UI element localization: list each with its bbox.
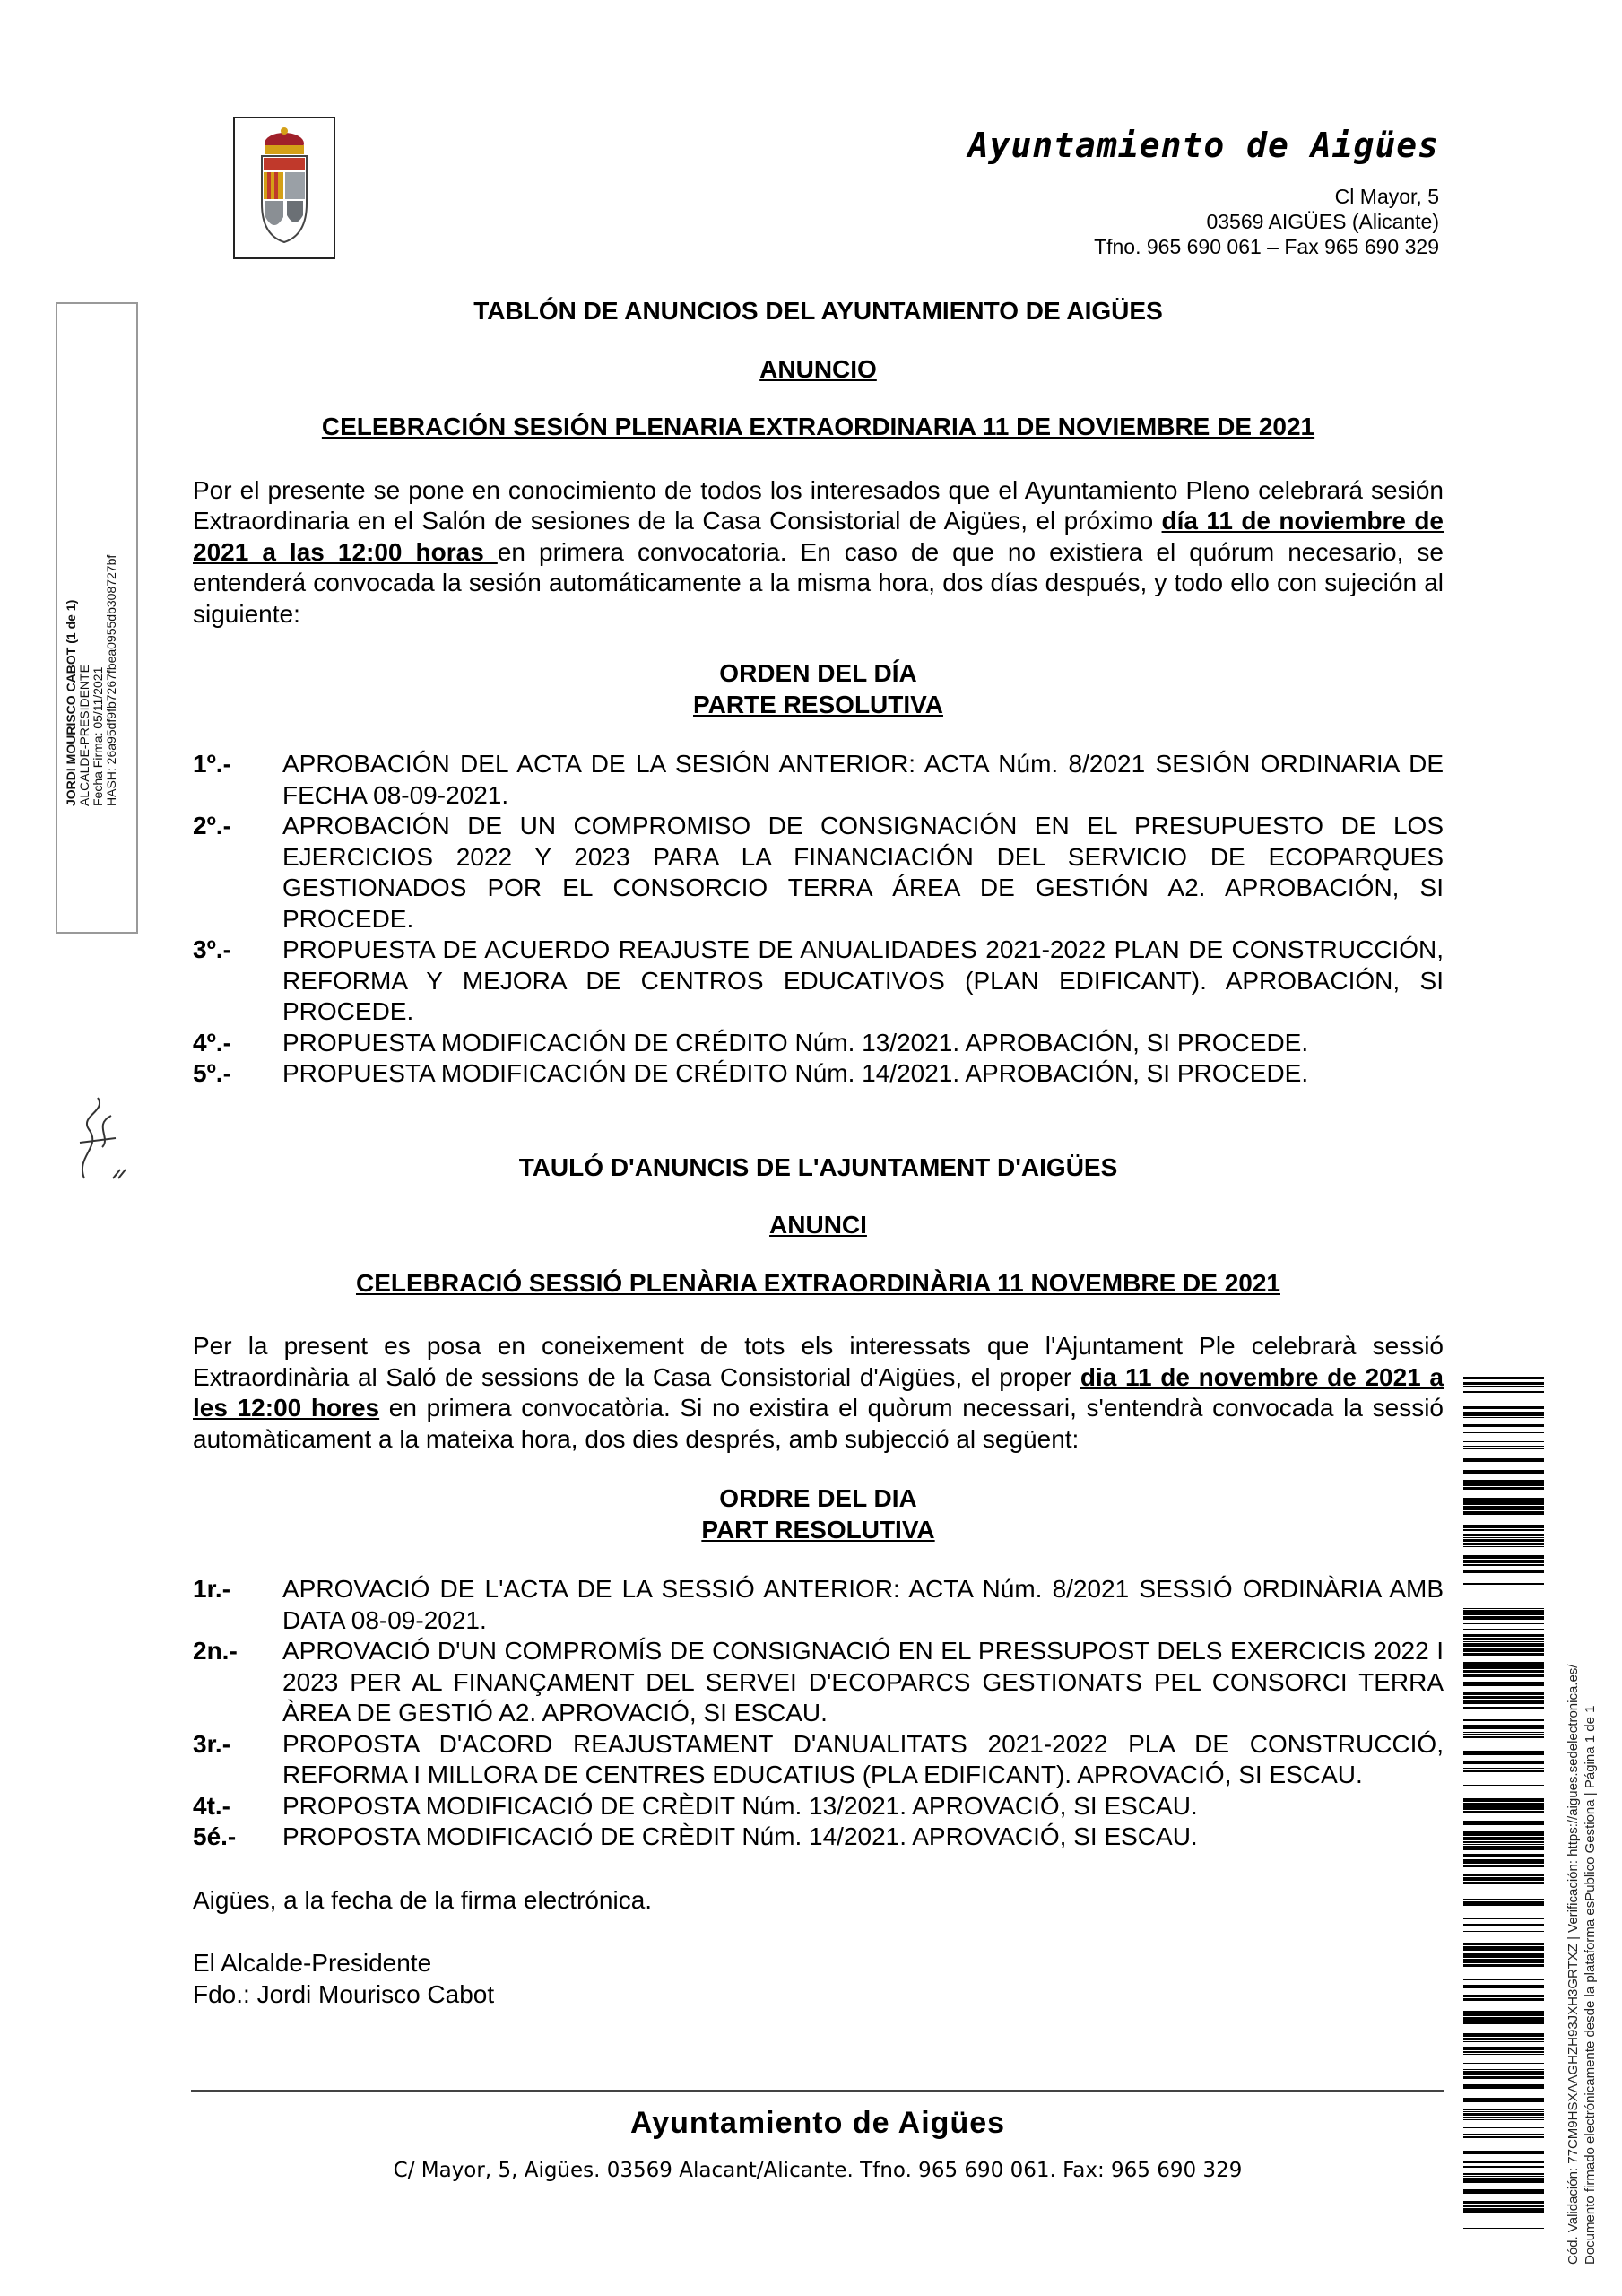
barcode-bar <box>1463 2033 1544 2037</box>
barcode-bar <box>1463 1682 1544 1686</box>
barcode-bar <box>1463 2208 1544 2213</box>
barcode-bar <box>1463 1382 1544 1385</box>
validation-platform-line: Documento firmado electrónicamente desde la plataforma esPublico Gestiona | Página 1 de 1 <box>1583 1705 1598 2265</box>
intro-text-es-cont: en primera convocatoria. En caso de que no existiera el quórum necesario, se entenderá convocada la sesión automáticamente a la misma hora, dos días después, y todo ello con sujeción al siguiente: <box>193 537 1444 628</box>
barcode-bar <box>1463 1805 1544 1810</box>
barcode-bar <box>1463 1696 1544 1699</box>
barcode-bar <box>1463 1608 1544 1609</box>
barcode-bar <box>1463 1564 1544 1566</box>
barcode-bar <box>1463 2173 1544 2175</box>
agenda-title-va: ORDRE DEL DIA <box>719 1484 917 1512</box>
barcode-bar <box>1463 1386 1544 1387</box>
header-phone-line: Tfno. 965 690 061 – Fax 965 690 329 <box>1094 235 1439 258</box>
board-title-va: TAULÓ D'ANUNCIS DE L'AJUNTAMENT D'AIGÜES <box>518 1152 1118 1181</box>
agenda-item <box>193 1729 1444 1791</box>
agenda-item-text: PROPUESTA MODIFICACIÓN DE CRÉDITO Núm. 14/2021. APROBACIÓN, SI PROCEDE. <box>282 1059 1309 1087</box>
intro-paragraph-es <box>193 475 1444 631</box>
barcode-bar <box>1463 2074 1544 2075</box>
barcode-bar <box>1463 1882 1544 1884</box>
barcode-bar <box>1463 1899 1544 1900</box>
agenda-list-es <box>193 749 1444 1090</box>
announcement-heading-va: ANUNCI <box>769 1211 867 1239</box>
barcode-bar <box>1463 1811 1544 1813</box>
agenda-list-va <box>193 1574 1444 1853</box>
barcode-bar <box>1463 2119 1544 2120</box>
barcode-bar <box>1463 2069 1544 2070</box>
agenda-item-number: 5é.- <box>193 1822 237 1850</box>
footer-divider <box>191 2090 1444 2092</box>
barcode-bar <box>1463 1610 1544 1613</box>
coat-of-arms-logo <box>233 117 335 259</box>
barcode-bar <box>1463 1643 1544 1647</box>
barcode-bar <box>1463 2071 1544 2074</box>
barcode-bar <box>1463 1859 1544 1864</box>
barcode-bar <box>1463 1837 1544 1840</box>
signature-hash: HASH: 26a95df9fb7267fbea0955db308727bf <box>104 554 118 806</box>
barcode-bar <box>1463 1441 1544 1442</box>
barcode-bar <box>1463 1560 1544 1563</box>
barcode-bar <box>1463 2136 1544 2138</box>
barcode-bar <box>1463 1662 1544 1665</box>
agenda-item-number: 2º.- <box>193 812 231 839</box>
barcode-bar <box>1463 1424 1544 1427</box>
intro-text-es: Por el presente se pone en conocimiento de todos los interesados que el Ayuntamiento Pleno celebrará sesión Extraordinaria en el Salón de sesiones de la Casa Consistorial de Aigües, el próximo <box>193 475 1444 535</box>
barcode-bar <box>1463 1537 1544 1538</box>
barcode-bar <box>1463 2098 1544 2102</box>
barcode-bar <box>1463 1623 1544 1624</box>
header-title: Ayuntamiento de Aigües <box>967 126 1439 165</box>
footer-title: Ayuntamiento de Aigües <box>629 2106 1006 2140</box>
barcode-bar <box>1463 1555 1544 1559</box>
agenda-item <box>193 1028 1444 1059</box>
meeting-date-es: día 11 de noviembre de 2021 a las 12:00 horas <box>193 507 1444 566</box>
agenda-item <box>193 1058 1444 1090</box>
barcode-bar <box>1463 1500 1544 1505</box>
barcode-bar <box>1463 2084 1544 2089</box>
barcode-bar <box>1463 1831 1544 1836</box>
barcode-bar <box>1463 2111 1544 2112</box>
agenda-item <box>193 749 1444 811</box>
board-title-es: TABLÓN DE ANUNCIOS DEL AYUNTAMIENTO DE AIGÜES <box>473 297 1163 325</box>
validation-text <box>1565 1665 1599 2265</box>
barcode-bar <box>1463 2161 1544 2163</box>
barcode-bar <box>1463 1803 1544 1805</box>
barcode-bar <box>1463 1525 1544 1528</box>
agenda-item-text: PROPOSTA MODIFICACIÓ DE CRÈDIT Núm. 13/2021. APROVACIÓ, SI ESCAU. <box>282 1791 1198 1820</box>
barcode-bar <box>1463 1874 1544 1876</box>
barcode-bar <box>1463 2189 1544 2194</box>
agenda-subtitle-es: PARTE RESOLUTIVA <box>693 690 943 718</box>
meeting-date-va: dia 11 de novembre de 2021 a les 12:00 hores <box>193 1362 1444 1422</box>
barcode-bar <box>1463 1511 1544 1515</box>
barcode-bar <box>1463 1487 1544 1490</box>
header-address-line1: Cl Mayor, 5 <box>1334 185 1439 208</box>
barcode-bar <box>1463 1931 1544 1932</box>
agenda-item-text: PROPUESTA MODIFICACIÓN DE CRÉDITO Núm. 13/2021. APROBACIÓN, SI PROCEDE. <box>282 1028 1309 1057</box>
announcement-heading-es: ANUNCIO <box>759 354 877 383</box>
barcode-bar <box>1463 1901 1544 1906</box>
barcode-bar <box>1463 1391 1544 1393</box>
barcode-bar <box>1463 2011 1544 2013</box>
signature-metadata <box>65 555 118 806</box>
closing-role: El Alcalde-Presidente <box>193 1949 432 1977</box>
barcode-bar <box>1463 1846 1544 1850</box>
intro-paragraph-va <box>193 1331 1444 1455</box>
agenda-title-es: ORDEN DEL DÍA <box>719 659 917 687</box>
barcode-bar <box>1463 2017 1544 2022</box>
barcode-bar <box>1463 2176 1544 2177</box>
barcode-bar <box>1463 1670 1544 1673</box>
barcode-bar <box>1463 1798 1544 1802</box>
barcode-bar <box>1463 1638 1544 1640</box>
agenda-item <box>193 935 1444 1028</box>
agenda-item-number: 5º.- <box>193 1059 231 1087</box>
barcode-bar <box>1463 1734 1544 1735</box>
barcode-icon <box>1463 1377 1544 2229</box>
document-body <box>193 296 1444 2010</box>
barcode-bar <box>1463 1629 1544 1630</box>
agenda-item-number: 3r.- <box>193 1729 231 1758</box>
barcode-bar <box>1463 1665 1544 1669</box>
agenda-item <box>193 1574 1444 1636</box>
barcode-bar <box>1463 2054 1544 2055</box>
barcode-bar <box>1463 2063 1544 2064</box>
agenda-item <box>193 1636 1444 1729</box>
barcode-bar <box>1463 1953 1544 1958</box>
barcode-bar <box>1463 1432 1544 1433</box>
agenda-item-text: APROBACIÓN DE UN COMPROMISO DE CONSIGNACIÓN EN EL PRESUPUESTO DE LOS EJERCICIOS 2022 Y 2023 PARA LA FINANCIACIÓN DEL SERVICIO DE ECOPARQUES GESTIONADOS POR EL CONSORCIO TERRA ÁREA DE GESTIÓN A2. APROBACIÓN, SI PROCEDE. <box>282 812 1444 933</box>
barcode-bar <box>1463 1498 1544 1500</box>
signature-box <box>56 302 138 934</box>
header-address-line2: 03569 AIGÜES (Alicante) <box>1206 210 1439 233</box>
footer-address: C/ Mayor, 5, Aigües. 03569 Alacant/Alicante. Tfno. 965 690 061. Fax: 965 690 329 <box>393 2159 1243 2182</box>
agenda-item <box>193 1822 1444 1853</box>
signature-date: Fecha Firma: 05/11/2021 <box>91 666 105 806</box>
barcode-bar <box>1463 1417 1544 1418</box>
barcode-bar <box>1463 1634 1544 1637</box>
barcode-bar <box>1463 1529 1544 1531</box>
barcode-bar <box>1463 1616 1544 1620</box>
barcode-bar <box>1463 1943 1544 1945</box>
agenda-item-text: APROBACIÓN DEL ACTA DE LA SESIÓN ANTERIOR: ACTA Núm. 8/2021 SESIÓN ORDINARIA DE FECHA 08-09-2021. <box>282 750 1444 809</box>
barcode-bar <box>1463 1446 1544 1447</box>
barcode-bar <box>1463 1448 1544 1449</box>
barcode-bar <box>1463 1768 1544 1769</box>
agenda-item-text: APROVACIÓ DE L'ACTA DE LA SESSIÓ ANTERIOR: ACTA Núm. 8/2021 SESSIÓ ORDINÀRIA AMB DATA 08-09-2021. <box>282 1575 1444 1634</box>
barcode-bar <box>1463 2127 1544 2128</box>
agenda-subtitle-va: PART RESOLUTIVA <box>701 1515 935 1544</box>
barcode-bar <box>1463 1995 1544 1997</box>
barcode-bar <box>1463 1821 1544 1822</box>
barcode-bar <box>1463 1653 1544 1656</box>
barcode-bar <box>1463 1470 1544 1474</box>
closing-place-date: Aigües, a la fecha de la firma electrónica. <box>193 1885 653 1914</box>
barcode-bar <box>1463 2178 1544 2179</box>
agenda-item-number: 1º.- <box>193 750 231 778</box>
barcode-bar <box>1463 2205 1544 2207</box>
barcode-bar <box>1463 1924 1544 1926</box>
barcode-bar <box>1463 1543 1544 1545</box>
barcode-bar <box>1463 2076 1544 2079</box>
barcode-bar <box>1463 1483 1544 1486</box>
closing-signed-by: Fdo.: Jordi Mourisco Cabot <box>193 1979 495 2008</box>
agenda-item <box>193 1791 1444 1822</box>
barcode-bar <box>1463 1736 1544 1738</box>
barcode-bar <box>1463 2109 1544 2110</box>
agenda-item-number: 4t.- <box>193 1791 230 1820</box>
agenda-item <box>193 811 1444 935</box>
barcode-bar <box>1463 1841 1544 1843</box>
barcode-bar <box>1463 1979 1544 1980</box>
barcode-bar <box>1463 1613 1544 1615</box>
barcode-bar <box>1463 2228 1544 2229</box>
signer-name: JORDI MOURISCO CABOT (1 de 1) <box>64 599 78 806</box>
barcode-bar <box>1463 1877 1544 1881</box>
barcode-bar <box>1463 2117 1544 2118</box>
coat-of-arms-icon <box>235 118 334 257</box>
validation-code-line: Cód. Validación: 77CM9HSXAAGHZH93JXH3GRTXZ | Verificación: https://aigues.sedelectronica.es/ <box>1566 1664 1581 2265</box>
barcode-bar <box>1463 1985 1544 1988</box>
barcode-bar <box>1463 1725 1544 1729</box>
barcode-bar <box>1463 1751 1544 1755</box>
barcode-bar <box>1463 2201 1544 2204</box>
barcode-bar <box>1463 1506 1544 1510</box>
barcode-bar <box>1463 1534 1544 1536</box>
barcode-bar <box>1463 1377 1544 1379</box>
intro-text-va: Per la present es posa en coneixement de tots els interessats que l'Ajuntament Ple celebrarà sessió Extraordinària al Saló de sessions de la Casa Consistorial d'Aigües, el proper <box>193 1332 1444 1391</box>
barcode-bar <box>1463 2134 1544 2135</box>
barcode-bar <box>1463 1674 1544 1677</box>
intro-text-va-cont: en primera convocatòria. Si no existira el quòrum necessari, s'entendrà convocada la sessió automàticament a la mateixa hora, dos dies després, amb subjecció al següent: <box>193 1394 1444 1453</box>
barcode-bar <box>1463 1761 1544 1764</box>
barcode-bar <box>1463 1918 1544 1919</box>
barcode-bar <box>1463 2051 1544 2053</box>
barcode-bar <box>1463 2179 1544 2183</box>
barcode-bar <box>1463 1854 1544 1857</box>
barcode-bar <box>1463 2022 1544 2024</box>
signer-role: ALCALDE-PRESIDENTE <box>77 665 91 806</box>
barcode-bar <box>1463 1822 1544 1825</box>
barcode-bar <box>1463 1959 1544 1963</box>
agenda-item-number: 2n.- <box>193 1637 238 1665</box>
agenda-item-number: 1r.- <box>193 1575 231 1603</box>
agenda-item-number: 3º.- <box>193 935 231 963</box>
barcode-bar <box>1463 2113 1544 2116</box>
barcode-bar <box>1463 1732 1544 1733</box>
barcode-bar <box>1463 1692 1544 1695</box>
barcode-bar <box>1463 1648 1544 1652</box>
barcode-bar <box>1463 1641 1544 1642</box>
event-title-va: CELEBRACIÓ SESSIÓ PLENÀRIA EXTRAORDINÀRIA 11 NOVEMBRE DE 2021 <box>355 1268 1280 1297</box>
barcode-bar <box>1463 1719 1544 1721</box>
barcode-bar <box>1463 1998 1544 2001</box>
event-title-es: CELEBRACIÓN SESIÓN PLENARIA EXTRAORDINARIA 11 DE NOVIEMBRE DE 2021 <box>321 413 1315 440</box>
barcode-bar <box>1463 1770 1544 1772</box>
barcode-bar <box>1463 2151 1544 2154</box>
barcode-bar <box>1463 1700 1544 1704</box>
barcode-bar <box>1463 1458 1544 1462</box>
agenda-item-text: PROPUESTA DE ACUERDO REAJUSTE DE ANUALIDADES 2021-2022 PLAN DE CONSTRUCCIÓN, REFORMA Y MEJORA DE CENTROS EDUCATIVOS (PLAN EDIFICANT). APROBACIÓN, SI PROCEDE. <box>282 935 1444 1025</box>
handwritten-signature-icon <box>66 1093 129 1183</box>
agenda-item-text: PROPOSTA D'ACORD REAJUSTAMENT D'ANUALITATS 2021-2022 PLA DE CONSTRUCCIÓ, REFORMA I MILLORA DE CENTRES EDUCATIUS (PLA EDIFICANT). APROVACIÓ, SI ESCAU. <box>282 1729 1444 1788</box>
barcode-bar <box>1463 1964 1544 1967</box>
barcode-bar <box>1463 2041 1544 2042</box>
barcode-bar <box>1463 1583 1544 1585</box>
barcode-bar <box>1463 1570 1544 1573</box>
barcode-bar <box>1463 1946 1544 1951</box>
barcode-bar <box>1463 1785 1544 1786</box>
barcode-bar <box>1463 2166 1544 2168</box>
barcode-bar <box>1463 1480 1544 1483</box>
barcode-bar <box>1463 2038 1544 2040</box>
barcode-bar <box>1463 2047 1544 2050</box>
barcode-bar <box>1463 1844 1544 1845</box>
barcode-bar <box>1463 1406 1544 1409</box>
barcode-bar <box>1463 2013 1544 2016</box>
agenda-item-number: 4º.- <box>193 1028 231 1057</box>
barcode-bar <box>1463 1546 1544 1547</box>
barcode-bar <box>1463 1539 1544 1542</box>
agenda-item-text: PROPOSTA MODIFICACIÓ DE CRÈDIT Núm. 14/2021. APROVACIÓ, SI ESCAU. <box>282 1822 1198 1850</box>
agenda-item-text: APROVACIÓ D'UN COMPROMÍS DE CONSIGNACIÓ EN EL PRESSUPOST DELS EXERCICIS 2022 I 2023 PER AL FINANÇAMENT DEL SERVEI D'ECOPARCS GESTIONATS PEL CONSORCI TERRA ÀREA DE GESTIÓ A2. APROVACIÓ, SI ESCAU. <box>282 1637 1444 1726</box>
barcode-bar <box>1463 1865 1544 1867</box>
barcode-bar <box>1463 1707 1544 1709</box>
barcode-bar <box>1463 1412 1544 1416</box>
